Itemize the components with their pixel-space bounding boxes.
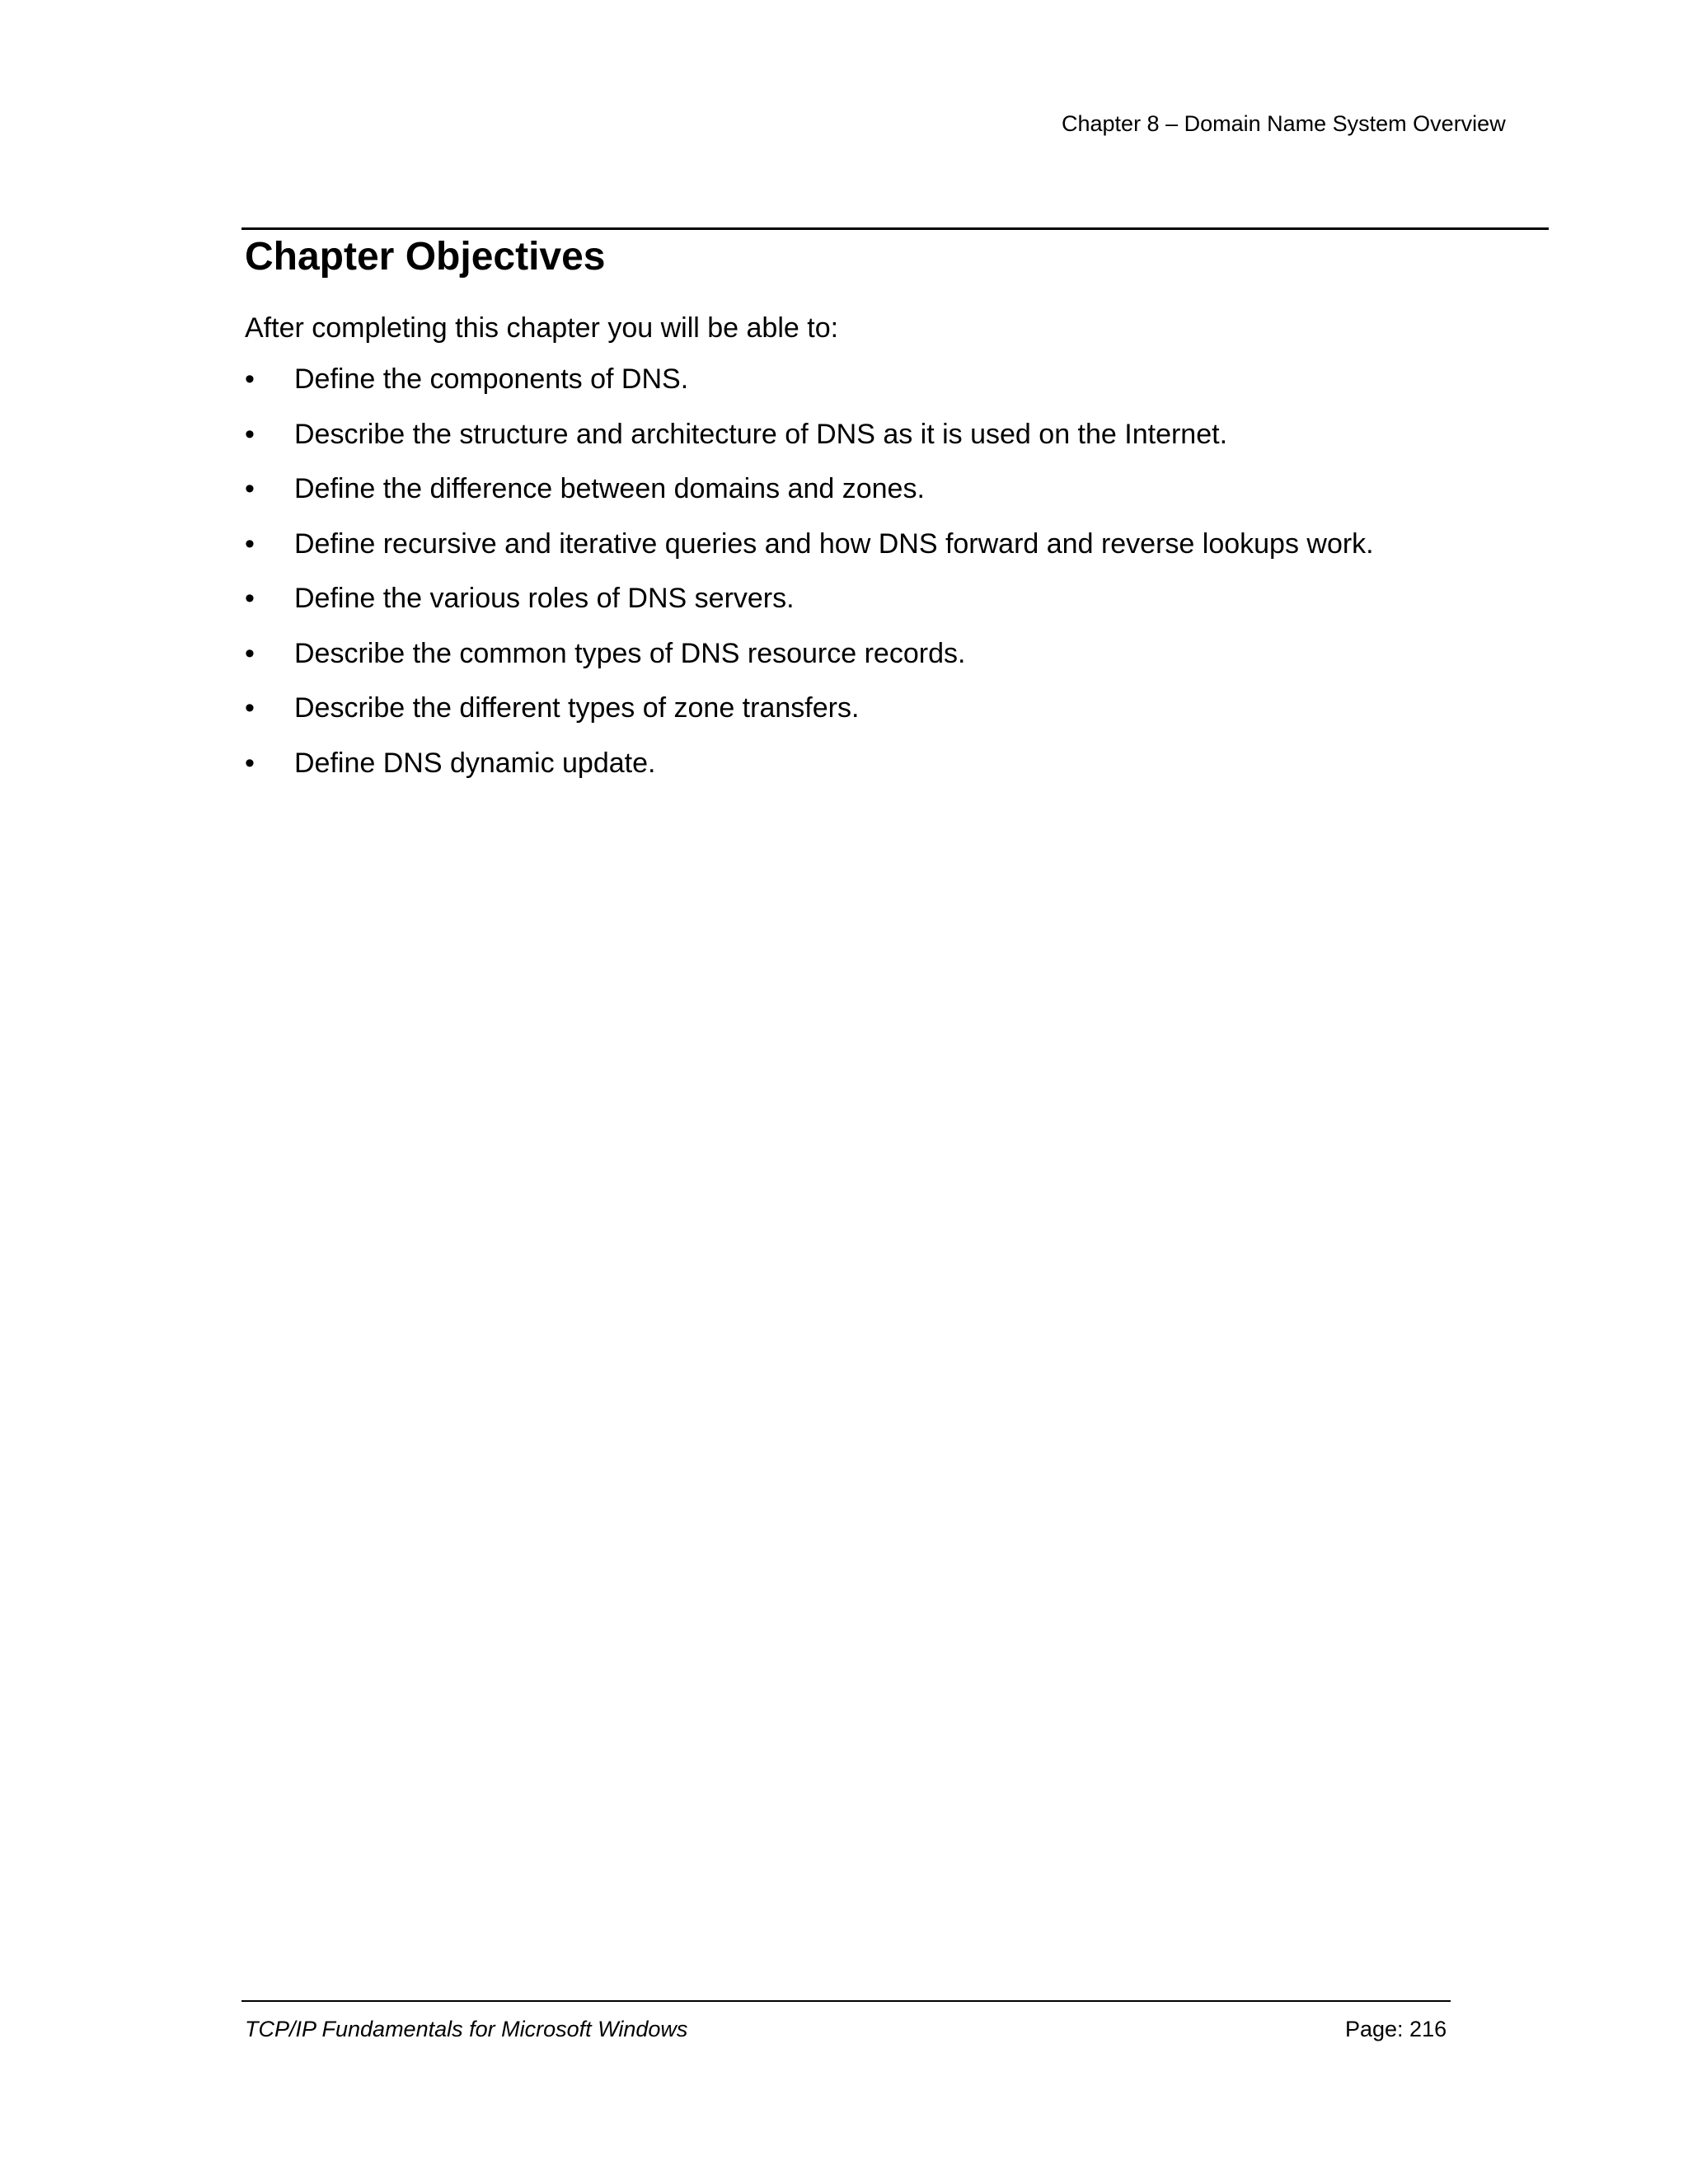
objective-text: Define DNS dynamic update. xyxy=(294,747,656,779)
objective-item xyxy=(245,361,1531,416)
bullet-icon: • xyxy=(245,473,255,504)
objective-text: Define the components of DNS. xyxy=(294,363,689,395)
objective-item xyxy=(245,580,1531,635)
objective-item xyxy=(245,635,1531,691)
objective-text: Define the difference between domains and zones. xyxy=(294,473,925,504)
objective-text: Describe the common types of DNS resource records. xyxy=(294,637,966,669)
bullet-icon: • xyxy=(245,692,255,724)
running-header: Chapter 8 – Domain Name System Overview xyxy=(1062,111,1506,136)
objective-item xyxy=(245,416,1531,471)
objective-text: Describe the different types of zone transfers. xyxy=(294,692,860,724)
footer-book-title: TCP/IP Fundamentals for Microsoft Windows xyxy=(245,2017,688,2041)
footer-divider xyxy=(241,2000,1451,2002)
objective-text: Describe the structure and architecture of DNS as it is used on the Internet. xyxy=(294,418,1228,450)
objective-text: Define the various roles of DNS servers. xyxy=(294,583,795,614)
page-number: Page: 216 xyxy=(1345,2017,1447,2041)
objective-text: Define recursive and iterative queries and how DNS forward and reverse lookups work. xyxy=(294,527,1374,560)
objective-item xyxy=(245,690,1531,745)
bullet-icon: • xyxy=(245,418,255,450)
objectives-list xyxy=(245,361,1531,799)
objective-item xyxy=(245,745,1531,800)
bullet-icon: • xyxy=(245,637,255,669)
intro-text: After completing this chapter you will be able to: xyxy=(245,312,839,344)
bullet-icon: • xyxy=(245,747,255,779)
objective-item xyxy=(245,471,1531,526)
header-divider xyxy=(241,227,1549,230)
objective-item xyxy=(245,526,1531,581)
bullet-icon: • xyxy=(245,527,255,560)
bullet-icon: • xyxy=(245,583,255,614)
bullet-icon: • xyxy=(245,363,255,395)
chapter-title: Chapter Objectives xyxy=(245,235,606,279)
